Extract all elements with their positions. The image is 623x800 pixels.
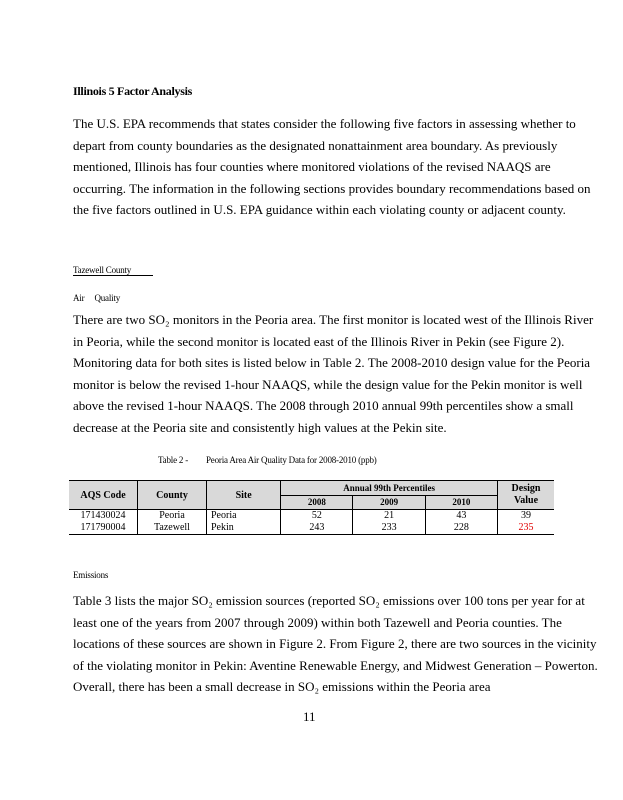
- intro-paragraph: The U.S. EPA recommends that states consider the following five factors in assessing whether to depart from county boundaries as the designated nonattainment area boundary. As previously mentioned, Illinois has four counties where monitored violations of the revised NAAQS are occurring. The information in the following sections provides boundary recommendations based on the five factors outlined in U.S. EPA guidance within each violating county or adjacent county.: [73, 116, 591, 217]
- header-annual-percentiles: Annual 99th Percentiles: [281, 481, 498, 496]
- cell-2009: 233: [353, 522, 425, 535]
- section-heading: Illinois 5 Factor Analysis: [73, 84, 192, 98]
- cell-design-value-violation: 235: [498, 522, 555, 535]
- header-county: County: [138, 481, 207, 510]
- header-aqs-code: AQS Code: [69, 481, 138, 510]
- cell-site: Pekin: [207, 522, 281, 535]
- cell-design-value: 39: [498, 510, 555, 523]
- cell-2009: 21: [353, 510, 425, 523]
- header-design-line1: Design: [511, 483, 541, 494]
- cell-2010: 228: [425, 522, 497, 535]
- table-caption-title: Peoria Area Air Quality Data for 2008-2010 (ppb): [206, 455, 377, 465]
- cell-aqs-code: 171430024: [69, 510, 138, 523]
- header-year-2008: 2008: [281, 495, 353, 510]
- table-row: [69, 522, 554, 535]
- table-caption-label: Table 2 -: [158, 455, 189, 465]
- cell-2008: 52: [281, 510, 353, 523]
- header-year-2010: 2010: [425, 495, 497, 510]
- emissions-subheading: Emissions: [73, 570, 109, 580]
- air-quality-paragraph: There are two SO₂ monitors in the Peoria area. The first monitor is located west of the Illinois River in Peoria, while the second monitor is located east of the Illinois River in Pekin (see Figure 2). Monitoring data for both sites is listed below in Table 2. The 2008-2010 design value for the Peoria monitor is below the revised 1-hour NAAQS, while the design value for the Pekin monitor is well above the revised 1-hour NAAQS. The 2008 through 2010 annual 99th percentiles show a small decrease at the Peoria site and consistently high values at the Pekin site.: [73, 312, 594, 435]
- header-year-2009: 2009: [353, 495, 425, 510]
- air-quality-subheading: Air Quality: [73, 293, 121, 303]
- header-design-line2: Value: [513, 495, 539, 506]
- table-caption: [158, 455, 377, 465]
- cell-site: Peoria: [207, 510, 281, 523]
- county-subheading: Tazewell County: [73, 265, 153, 276]
- page-number: 11: [303, 709, 316, 724]
- cell-aqs-code: 171790004: [69, 522, 138, 535]
- cell-2010: 43: [425, 510, 497, 523]
- table-row: [69, 510, 554, 523]
- cell-county: Tazewell: [138, 522, 207, 535]
- cell-county: Peoria: [138, 510, 207, 523]
- emissions-paragraph: Table 3 lists the major SO₂ emission sources (reported SO₂ emissions over 100 tons per year for at least one of the years from 2007 through 2009) within both Tazewell and Peoria counties. The locations of these sources are shown in Figure 2. From Figure 2, there are two sources in the vicinity of the violating monitor in Pekin: Aventine Renewable Energy, and Midwest Generation – Powerton. Overall, there has been a small decrease in SO₂ emissions within the Peoria area: [73, 593, 598, 694]
- header-site: Site: [207, 481, 281, 510]
- cell-2008: 243: [281, 522, 353, 535]
- header-design-value: [498, 481, 555, 510]
- air-quality-table: [69, 480, 554, 535]
